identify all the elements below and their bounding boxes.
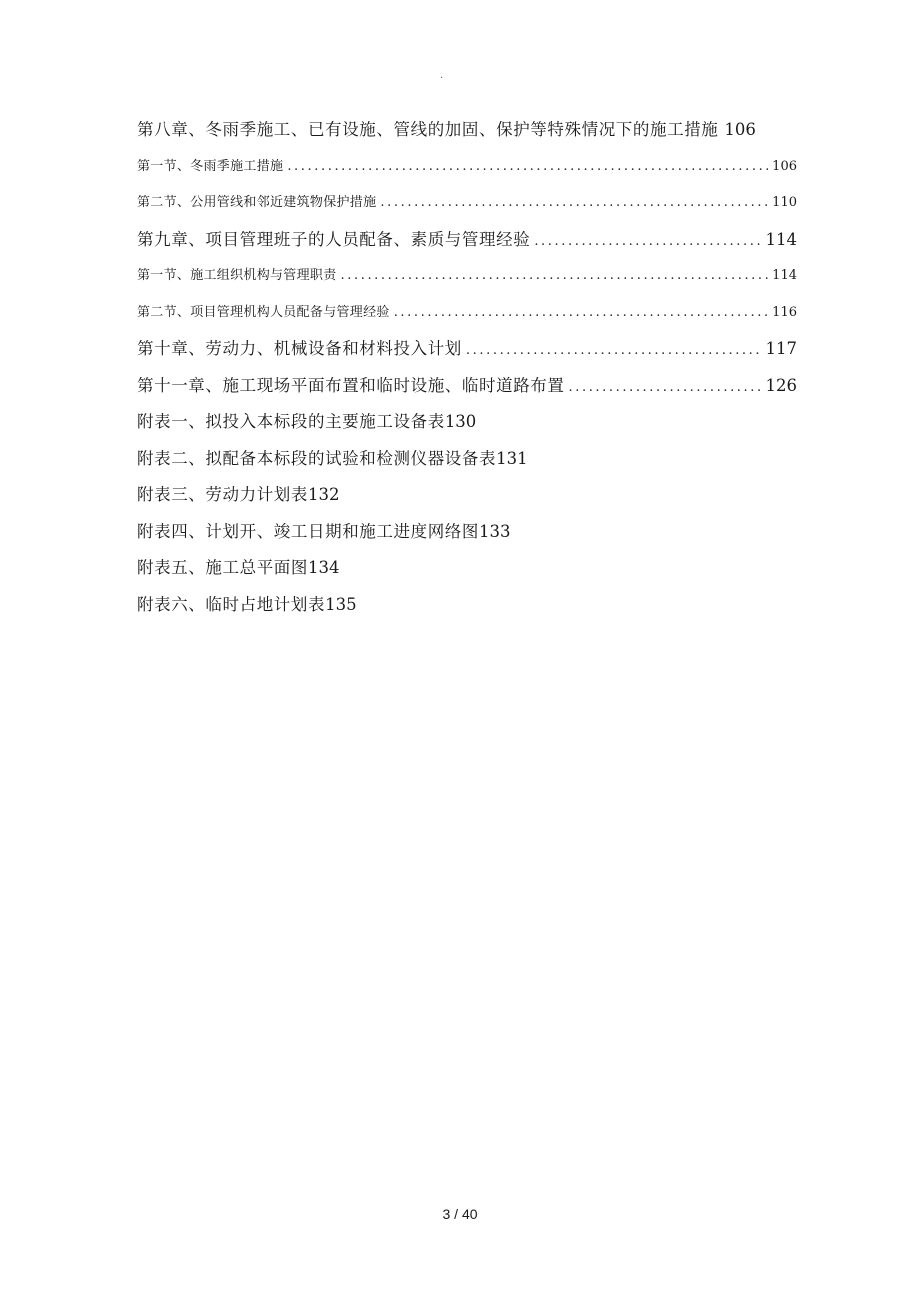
toc-entry-label: 第二节、公用管线和邻近建筑物保护措施 [137,195,377,210]
toc-leader-dots [394,299,768,326]
toc-entry-label: 第十一章、施工现场平面布置和临时设施、临时道路布置 [137,375,565,395]
toc-entry[interactable] [137,445,797,482]
toc-entry-page: 130 [444,412,477,431]
toc-entry[interactable] [137,518,797,555]
header-mark: . [440,70,444,81]
toc-entry-page: 126 [765,375,797,395]
toc-entry-label: 第一节、施工组织机构与管理职责 [137,268,337,283]
toc-leader-dots [380,189,768,216]
toc-entry-label: 附表三、劳动力计划表 [137,485,308,504]
table-of-contents [137,116,797,627]
toc-entry-page: 133 [479,521,511,541]
toc-entry-label: 附表二、拟配备本标段的试验和检测仪器设备表 [137,448,497,468]
toc-leader-dots [466,337,762,364]
toc-leader-dots [569,374,762,401]
toc-entry-label: 第八章、冬雨季施工、已有设施、管线的加固、保护等特殊情况下的施工措施 [137,120,719,139]
toc-leader-dots [534,228,761,255]
toc-entry-label: 附表四、计划开、竣工日期和施工进度网络图 [137,521,479,541]
toc-entry-page: 106 [772,158,797,174]
toc-entry[interactable] [137,408,797,445]
page-number-footer: 3 / 40 [442,1206,478,1222]
toc-entry-page: 116 [772,304,797,320]
toc-entry-label: 附表五、施工总平面图 [137,558,308,577]
toc-entry-page: 114 [772,268,797,283]
toc-entry[interactable] [137,226,797,263]
toc-entry-page: 106 [724,120,756,139]
toc-entry-page: 132 [308,485,340,504]
toc-entry[interactable] [137,335,797,372]
toc-entry-page: 131 [496,448,528,468]
toc-entry-page: 114 [765,229,797,249]
toc-entry[interactable] [137,481,797,518]
toc-leader-dots [341,262,769,289]
toc-entry-label: 第一节、冬雨季施工措施 [137,158,284,174]
toc-entry-page: 117 [765,339,797,358]
toc-entry-label: 第二节、项目管理机构人员配备与管理经验 [137,304,390,320]
toc-entry[interactable] [137,153,797,190]
toc-entry-label: 第十章、劳动力、机械设备和材料投入计划 [137,339,462,358]
toc-leader-dots [287,153,768,180]
toc-entry-label: 第九章、项目管理班子的人员配备、素质与管理经验 [137,229,531,249]
toc-entry-page: 134 [308,558,340,577]
toc-entry[interactable] [137,554,797,591]
toc-entry-page: 135 [325,594,357,614]
toc-entry[interactable] [137,299,797,336]
toc-entry[interactable] [137,372,797,409]
toc-entry-label: 附表一、拟投入本标段的主要施工设备表 [137,412,445,431]
toc-entry[interactable] [137,189,797,226]
toc-entry-label: 附表六、临时占地计划表 [137,594,326,614]
toc-entry-page: 110 [772,195,797,210]
toc-entry[interactable] [137,591,797,628]
toc-entry[interactable] [137,116,797,153]
toc-entry[interactable] [137,262,797,299]
